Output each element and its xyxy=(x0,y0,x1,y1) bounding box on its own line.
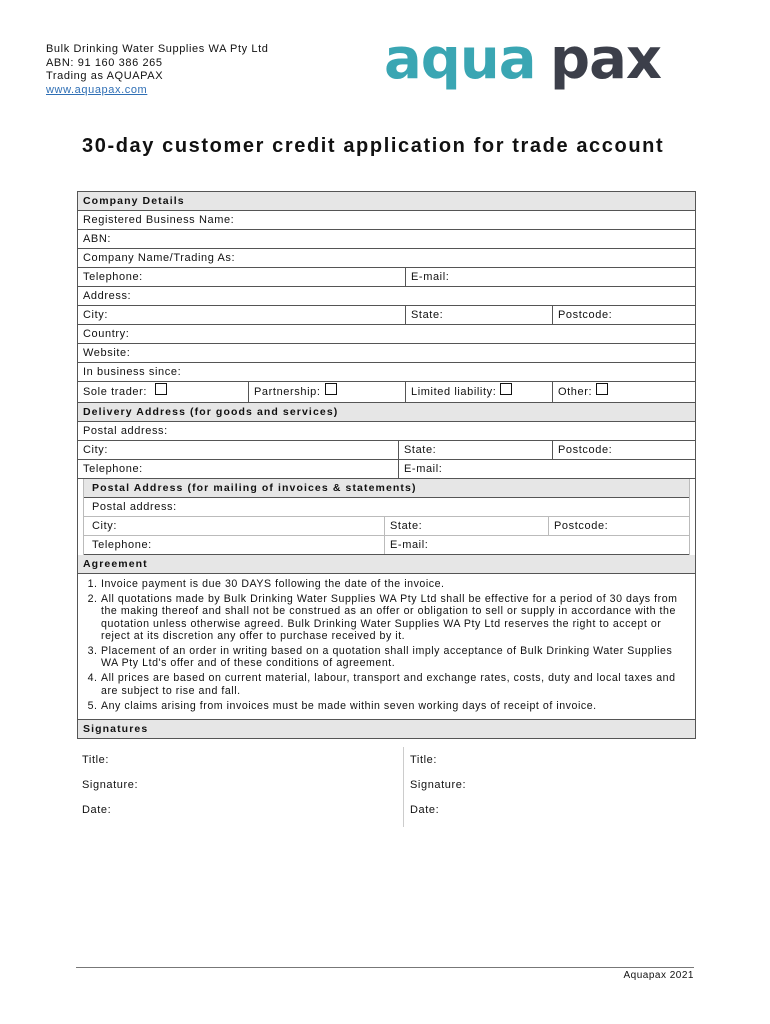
sole-trader-checkbox[interactable] xyxy=(155,383,167,395)
delivery-state-field[interactable]: State: xyxy=(398,441,552,459)
agreement-item: 1. Invoice payment is due 30 DAYS following the date of the invoice. xyxy=(101,578,683,590)
sig-date-right[interactable]: Date: xyxy=(410,803,440,816)
website-field[interactable]: Website: xyxy=(78,344,695,363)
aquapax-logo xyxy=(384,30,700,107)
postal-email-field[interactable]: E-mail: xyxy=(384,536,689,554)
sig-signature-right[interactable]: Signature: xyxy=(410,778,467,791)
other-label: Other: xyxy=(558,386,593,398)
telephone-email-row xyxy=(78,268,695,287)
limited-label: Limited liability: xyxy=(411,386,497,398)
business-type-row xyxy=(78,382,695,403)
footer-divider xyxy=(76,967,694,968)
footer-text: Aquapax 2021 xyxy=(623,970,694,981)
in-business-field[interactable]: In business since: xyxy=(78,363,695,382)
sig-title-right[interactable]: Title: xyxy=(410,753,438,766)
partnership-label: Partnership: xyxy=(254,386,321,398)
partnership-checkbox[interactable] xyxy=(325,383,337,395)
postal-city-row xyxy=(84,517,689,536)
agreement-list xyxy=(83,578,683,712)
delivery-contact-row xyxy=(78,460,695,479)
company-details-heading: Company Details xyxy=(78,192,695,211)
postal-contact-row xyxy=(84,536,689,555)
website-link[interactable]: www.aquapax.com xyxy=(46,83,148,96)
agreement-item: 3. Placement of an order in writing based on a quotation shall imply acceptance of Bulk Drinking Water Supplies WA Pty Ltd's offer and of these conditions of agreement. xyxy=(101,645,683,669)
trading-as-field[interactable]: Company Name/Trading As: xyxy=(78,249,695,268)
trading-name: Trading as AQUAPAX xyxy=(46,70,164,82)
postal-state-field[interactable]: State: xyxy=(384,517,548,535)
agreement-item: 2. All quotations made by Bulk Drinking Water Supplies WA Pty Ltd shall be effective for a period of 30 days from the making thereof and shall not be construed as an offer or obligation to sell or supply in accordance with the quotation unless otherwise agreed. Bulk Drinking Water Supplies WA Pty Ltd reserves the right to accept or reject at its discretion any offer to purchase received by it. xyxy=(101,593,683,642)
delivery-postcode-field[interactable]: Postcode: xyxy=(552,441,695,459)
application-form xyxy=(77,191,696,739)
sole-trader-label: Sole trader: xyxy=(83,386,148,398)
delivery-postal-field[interactable]: Postal address: xyxy=(78,422,695,441)
company-abn: ABN: 91 160 386 265 xyxy=(46,56,163,69)
agreement-item: 5. Any claims arising from invoices must be made within seven working days of receipt of invoice. xyxy=(101,700,683,712)
other-checkbox[interactable] xyxy=(596,383,608,395)
signature-column-left xyxy=(82,747,397,827)
logo-wordmark xyxy=(384,30,700,102)
postal-city-field[interactable]: City: xyxy=(92,520,117,532)
delivery-telephone-field[interactable]: Telephone: xyxy=(83,463,143,475)
company-header xyxy=(46,43,269,97)
delivery-city-row xyxy=(78,441,695,460)
country-field[interactable]: Country: xyxy=(78,325,695,344)
sig-signature-left[interactable]: Signature: xyxy=(82,778,139,791)
postal-address-block xyxy=(83,479,690,555)
delivery-heading: Delivery Address (for goods and services) xyxy=(78,403,695,422)
agreement-item: 4. All prices are based on current material, labour, transport and exchange rates, costs, duty and local taxes and are subject to rise and fall. xyxy=(101,672,683,696)
city-field[interactable]: City: xyxy=(83,309,108,321)
limited-checkbox[interactable] xyxy=(500,383,512,395)
telephone-field[interactable]: Telephone: xyxy=(83,271,143,283)
signatures-heading: Signatures xyxy=(78,720,695,738)
email-field[interactable]: E-mail: xyxy=(405,268,695,286)
postal-telephone-field[interactable]: Telephone: xyxy=(92,539,152,551)
state-field[interactable]: State: xyxy=(405,306,552,324)
postal-heading: Postal Address (for mailing of invoices & statements) xyxy=(84,479,689,498)
postcode-field[interactable]: Postcode: xyxy=(552,306,695,324)
postal-postal-field[interactable]: Postal address: xyxy=(84,498,689,517)
sig-title-left[interactable]: Title: xyxy=(82,753,110,766)
signature-column-right xyxy=(403,747,700,827)
registered-name-field[interactable]: Registered Business Name: xyxy=(78,211,695,230)
delivery-city-field[interactable]: City: xyxy=(83,444,108,456)
postal-postcode-field[interactable]: Postcode: xyxy=(548,517,689,535)
agreement-heading: Agreement xyxy=(78,555,695,574)
company-name: Bulk Drinking Water Supplies WA Pty Ltd xyxy=(46,43,269,55)
city-state-postcode-row xyxy=(78,306,695,325)
address-field[interactable]: Address: xyxy=(78,287,695,306)
agreement-terms xyxy=(78,574,695,720)
abn-field[interactable]: ABN: xyxy=(78,230,695,249)
page-title: 30-day customer credit application for trade account xyxy=(82,135,665,157)
logo-aqua: aqua xyxy=(384,30,536,92)
logo-pax: pax xyxy=(550,30,661,92)
sig-date-left[interactable]: Date: xyxy=(82,803,112,816)
delivery-email-field[interactable]: E-mail: xyxy=(398,460,695,478)
